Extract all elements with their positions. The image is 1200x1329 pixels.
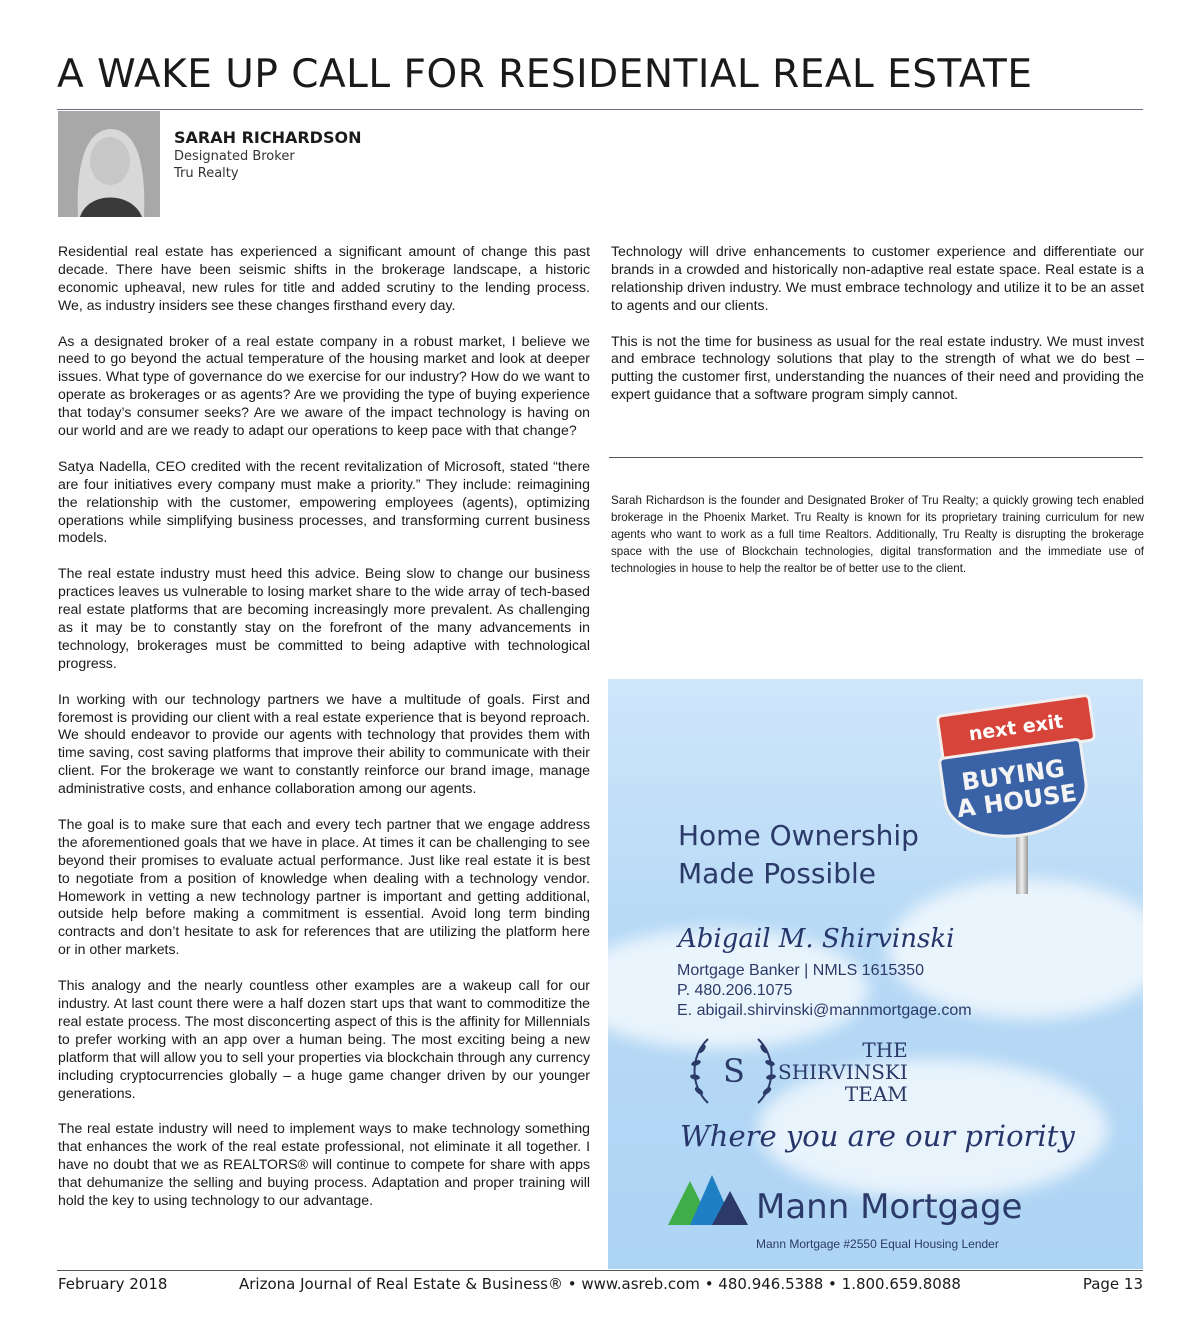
ad-email[interactable]: E. abigail.shirvinski@mannmortgage.com: [677, 1002, 972, 1019]
ad-tagline: Where you are our priority: [680, 1119, 1075, 1153]
next-exit-sign: next exit: [935, 693, 1096, 762]
mann-mortgage-name: Mann Mortgage: [756, 1187, 1023, 1227]
paragraph: This is not the time for business as usual for the real estate industry. We must invest and embrace technology solutions that play to the strength of what we do best – putting the customer first, understanding the nuances of their need and providing the expert guidance that a software program simply cannot.: [611, 332, 1144, 403]
mann-mortgage-license: Mann Mortgage #2550 Equal Housing Lender: [756, 1237, 999, 1251]
title-divider: [57, 109, 1143, 110]
author-bio: Sarah Richardson is the founder and Designated Broker of Tru Realty; a quickly growing tech enabled brokerage in the Phoenix Market. Tru Realty is known for its proprietary training curriculum for new agents who want to work as a full time Realtors. Additionally, Tru Realty is disrupting the brokerage space with the use of Blockchain technologies, digital transformation and the immediate use of technologies in house to help the realtor be of better use to the client.: [611, 494, 1144, 575]
paragraph: Technology will drive enhancements to customer experience and differentiate our brands in a crowded and historically non-adaptive real estate space. Real estate is a relationship driven industry. We must embrace technology and utilize it to be an asset to agents and our clients.: [611, 243, 1144, 313]
paragraph: In working with our technology partners we have a multitude of goals. First and foremost is providing our client with a real estate experience that is beyond reproach. We should endeavor to provide our agents with technology that provides them with time saving, cost saving platforms that improve their ability to communicate with their client. For the brokerage we want to constantly reinforce our brand image, manage administrative costs, and enhance collaboration among our agents.: [58, 690, 590, 797]
author-portrait-image: [58, 111, 160, 217]
team-monogram: S: [723, 1052, 745, 1090]
author-name: SARAH RICHARDSON: [174, 128, 362, 147]
buying-a-house-sign: BUYING A HOUSE: [937, 737, 1093, 846]
article-left-column: [58, 243, 590, 1228]
paragraph: The goal is to make sure that each and every tech partner that we engage address the aforementioned goals that we have in place. At times it can be challenging to see beyond their promises to evaluate actual performance. Just like real estate it is best to negotiate from a position of knowledge when dealing with a technology vendor. Homework in vetting a new technology partner is important and getting additional, outside help before making a commitment is essential. Avoid long term binding contracts and don’t hesitate to ask for references that are utilizing the platform here or in other markets.: [58, 815, 590, 958]
article-right-column: [611, 243, 1144, 422]
footer-divider: [57, 1270, 1143, 1271]
author-photo: [58, 111, 160, 217]
ad-phone[interactable]: P. 480.206.1075: [677, 982, 793, 999]
team-name: THE SHIRVINSKI TEAM: [778, 1038, 908, 1106]
ad-contact-info: [677, 961, 972, 1021]
ad-signature: Abigail M. Shirvinski: [678, 924, 955, 954]
paragraph: As a designated broker of a real estate company in a robust market, I believe we need to go beyond the actual temperature of the housing market and look at deeper issues. What type of governance do we exercise for our industry? How do we want to operate as brokerages or as agents? Are we providing the type of buying experience that today’s consumer seeks? Are we aware of the impact technology is having on our world and are we ready to adapt our operations to keep pace with that change?: [58, 332, 590, 439]
page-number: Page 13: [1082, 1275, 1143, 1293]
author-company: Tru Realty: [174, 166, 239, 181]
paragraph: This analogy and the nearly countless other examples are a wakeup call for our industry. At last count there were a half dozen start ups that want to commoditize the real estate process. The most disconcerting aspect of this is the affinity for Millennials to prefer working with an app over a human being. The most exciting being a new platform that will allow you to sell your properties via blockchain through any currency including cryptocurrencies globally – a huge game changer driven by our younger generations.: [58, 977, 590, 1101]
paragraph: Residential real estate has experienced a significant amount of change this past decade. There have been seismic shifts in the brokerage landscape, a historic economic upheaval, new rules for title and added scrutiny to the lending process. We, as industry insiders see these changes firsthand every day.: [58, 243, 590, 313]
bio-divider: [609, 457, 1143, 458]
article-title: A WAKE UP CALL FOR RESIDENTIAL REAL ESTATE: [57, 52, 1033, 97]
shirvinski-team-logo: [668, 1031, 938, 1111]
ad-title-line: Mortgage Banker | NMLS 1615350: [677, 962, 924, 979]
footer-date: February 2018: [58, 1275, 168, 1293]
ad-headline: Home Ownership Made Possible: [678, 819, 919, 890]
footer-publication: Arizona Journal of Real Estate & Business® • www.asreb.com • 480.946.5388 • 1.800.659.8088: [239, 1275, 961, 1293]
paragraph: The real estate industry must heed this advice. Being slow to change our business practices leaves us vulnerable to losing market share to the wide array of tech-based real estate platforms that are becoming increasingly more prevalent. As challenging as it may be to constantly stay on the forefront of the many advancements in technology, brokerages must be committed to being adaptive with technological progress.: [58, 565, 590, 671]
mann-mortgage-ad[interactable]: [608, 679, 1143, 1269]
paragraph: The real estate industry will need to implement ways to make technology something that enhances the work of the real estate professional, not eliminate it all together. I have no doubt that we as REALTORS® will continue to compete for share with apps that dehumanize the selling and buying process. Adaptation and proper training will hold the key to using technology to our advantage.: [58, 1120, 590, 1208]
paragraph: Satya Nadella, CEO credited with the recent revitalization of Microsoft, stated “there are four initiatives every company must make a priority.” They include: reimagining the relationship with the customer, empowering employees (agents), optimizing operations while simplifying business processes, and transforming current business models.: [58, 457, 590, 546]
mann-mortgage-logo-icon: [668, 1171, 748, 1225]
author-role: Designated Broker: [174, 149, 295, 164]
